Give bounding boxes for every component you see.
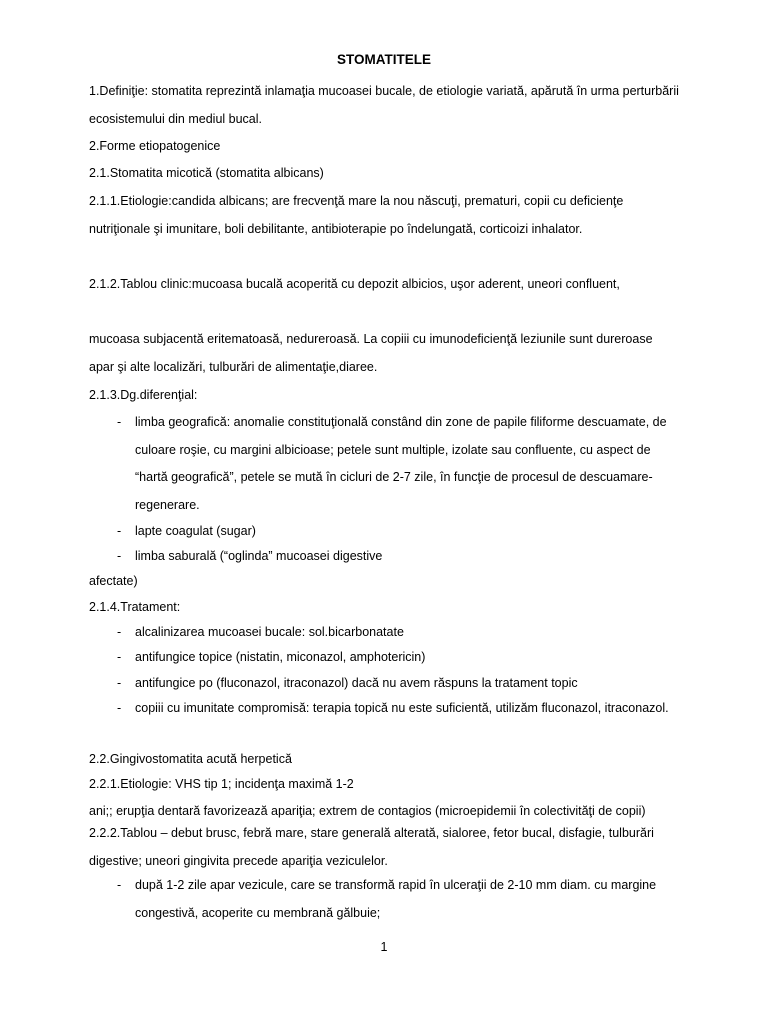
list-dash: - — [117, 549, 122, 563]
list-dash: - — [117, 415, 122, 429]
list-item-text: limba geografică: anomalie constituţională constând din zone de papile filiforme descuamate, de culoare roşie, cu margini albicioase; petele sunt multiple, izolate sau confluente, cu aspect de “hartă geografică”, petele se mută în cicluri de 2-7 zile, în funcţie de procesul de descuamare-regenerare. — [135, 415, 667, 512]
list-dash: - — [117, 524, 122, 538]
section-heading-2-1-3: 2.1.3.Dg.diferenţial: — [89, 388, 198, 402]
clinical-paragraph-a: 2.1.2.Tablou clinic:mucoasa bucală acoperită cu depozit albicios, uşor aderent, uneori confluent, — [89, 277, 620, 291]
herpes-etiology-b: ani;; erupţia dentară favorizează apariţia; extrem de contagios (microepidemii în colectivităţi de copii) — [89, 804, 646, 818]
section-heading-2-1-4: 2.1.4.Tratament: — [89, 600, 181, 614]
list-item-text: alcalinizarea mucoasei bucale: sol.bicarbonatate — [135, 625, 404, 639]
list-item-text: antifungice po (fluconazol, itraconazol) dacă nu avem răspuns la tratament topic — [135, 676, 578, 690]
herpes-clinical-paragraph: 2.2.2.Tablou – debut brusc, febră mare, stare generală alterată, sialoree, fetor bucal, disfagie, tulburări digestive; uneori gingivita precede apariţia veziculelor. — [89, 826, 654, 868]
list-item-text: limba saburală (“oglinda” mucoasei digestive — [135, 549, 383, 563]
list-dash: - — [117, 701, 122, 715]
page-title: STOMATITELE — [337, 52, 431, 67]
list-dash: - — [117, 878, 122, 892]
list-dash: - — [117, 625, 122, 639]
list-item-text: antifungice topice (nistatin, miconazol, amphotericin) — [135, 650, 426, 664]
herpes-etiology-a: 2.2.1.Etiologie: VHS tip 1; incidenţa maximă 1-2 — [89, 777, 354, 791]
page-number: 1 — [380, 940, 388, 954]
list-dash: - — [117, 650, 122, 664]
etiology-paragraph: 2.1.1.Etiologie:candida albicans; are frecvenţă mare la nou născuţi, prematuri, copii cu deficienţe nutriţionale şi imunitare, boli debilitante, antibioterapie po îndelungată, corticoizi inhalator. — [89, 194, 624, 236]
section-heading-2: 2.Forme etiopatogenice — [89, 139, 221, 153]
definition-paragraph: 1.Definiţie: stomatita reprezintă inlamaţia mucoasei bucale, de etiologie variată, apărută în urma perturbării ecosistemului din mediul bucal. — [89, 84, 679, 126]
clinical-paragraph-b: mucoasa subjacentă eritematoasă, nedureroasă. La copiii cu imunodeficienţă leziunile sunt dureroase apar şi alte localizări, tulburări de alimentaţie,diaree. — [89, 332, 653, 374]
list-dash: - — [117, 676, 122, 690]
list-item-text: după 1-2 zile apar vezicule, care se transformă rapid în ulceraţii de 2-10 mm diam. cu margine congestivă, acoperite cu membrană gălbuie; — [135, 878, 657, 920]
section-heading-2-1: 2.1.Stomatita micotică (stomatita albicans) — [89, 166, 324, 180]
list-item-text: lapte coagulat (sugar) — [135, 524, 256, 538]
section-heading-2-2: 2.2.Gingivostomatita acută herpetică — [89, 752, 292, 766]
list-continuation: afectate) — [89, 574, 138, 588]
list-item-text: copiii cu imunitate compromisă: terapia topică nu este suficientă, utilizăm fluconazol, itraconazol. — [135, 701, 669, 715]
